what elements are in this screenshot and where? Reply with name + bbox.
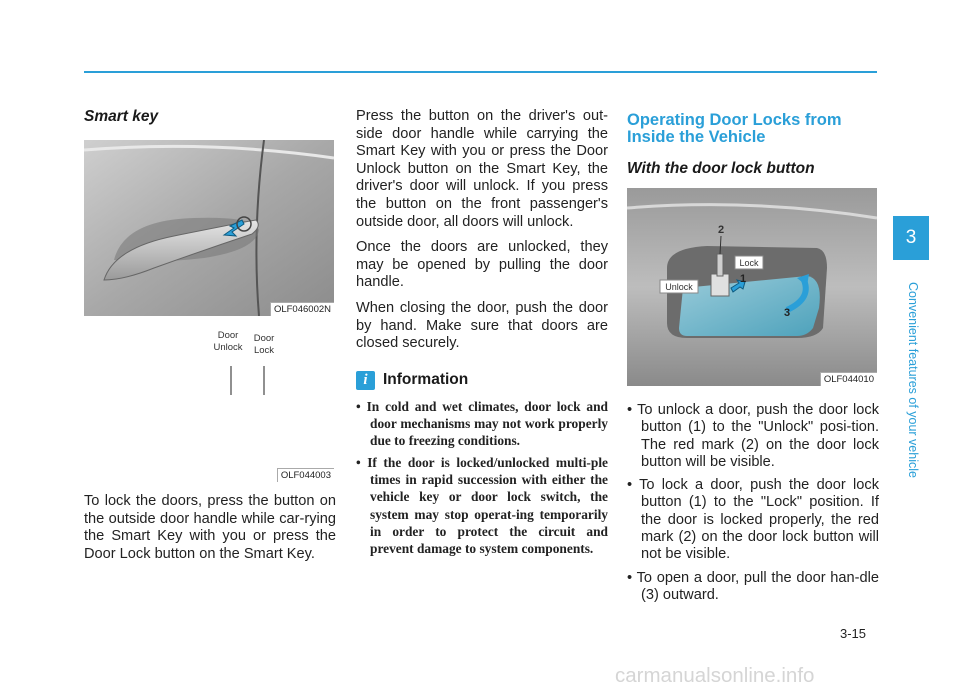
callout-3: 3	[783, 307, 791, 319]
door-unlock-label-line2: Unlock	[213, 342, 243, 353]
door-handle-illustration	[84, 140, 334, 316]
watermark: carmanualsonline.info	[615, 664, 815, 687]
info-icon: i	[356, 371, 375, 390]
list-item: • To lock a door, push the door lock button (1) to the "Lock" position. If the door is locked properly, the red mark (2) on the door lock button will not be visible.	[627, 477, 879, 563]
unlock-label: Unlock	[665, 282, 693, 292]
list-item: • To open a door, pull the door han-dle (3) outward.	[627, 569, 879, 603]
smart-key-heading: Smart key	[84, 108, 159, 125]
door-handle-photo	[84, 140, 334, 316]
figure-code: OLF044010	[820, 372, 877, 386]
information-header	[356, 371, 608, 390]
door-lock-label-line1: Door	[253, 333, 275, 344]
door-lock-bullets	[627, 402, 879, 604]
door-lock-label-line2: Lock	[253, 345, 275, 356]
chapter-label: Convenient features of your vehicle	[906, 282, 920, 478]
lock-label: Lock	[739, 258, 759, 268]
door-unlock-label-line1: Door	[217, 330, 239, 341]
chapter-tab: 3	[893, 216, 929, 260]
top-rule	[84, 71, 877, 73]
smart-key-illustration	[84, 316, 334, 482]
list-item: • In cold and wet climates, door lock and door mechanisms may not work properly due to freezing conditions.	[356, 398, 608, 449]
unlock-paragraph: Press the button on the driver's out-side door handle while carrying the Smart Key with you or press the Door Unlock button on the Smart Key, the driver's door will unlock. If you press the button on the front passenger's outside door, all doors will unlock.	[356, 108, 608, 230]
list-item: • If the door is locked/unlocked multi-ple times in rapid succession with either the vehicle key or door lock switch, the system may stop operat-ing temporarily in order to protect the circuit and prevent damage to system components.	[356, 454, 608, 557]
callout-1: 1	[739, 273, 747, 285]
inside-door-illustration	[627, 188, 877, 386]
door-lock-button-subheading: With the door lock button	[627, 160, 815, 177]
information-title: Information	[383, 371, 469, 389]
smart-key-photo	[84, 316, 334, 482]
page-number: 3-15	[840, 626, 867, 641]
inside-door-photo	[627, 188, 877, 386]
callout-2: 2	[717, 224, 725, 236]
column-smart-key	[84, 108, 336, 571]
open-paragraph: Once the doors are unlocked, they may be opened by pulling the door handle.	[356, 239, 608, 291]
column-unlock	[356, 108, 608, 561]
information-list	[356, 398, 608, 558]
figure-code: OLF046002N	[270, 302, 334, 316]
close-paragraph: When closing the door, push the door by hand. Make sure that doors are closed securely.	[356, 299, 608, 352]
column-inside-locks	[627, 108, 879, 610]
inside-locks-heading: Operating Door Locks from Inside the Vehicle	[627, 111, 842, 146]
figure-code: OLF044003	[277, 468, 334, 482]
list-item: • To unlock a door, push the door lock button (1) to the "Unlock" posi-tion. The red mark (2) on the door lock button will be visible.	[627, 402, 879, 470]
lock-instruction: To lock the doors, press the button on the outside door handle while car-rying the Smart Key with you or press the Door Lock button on the Smart Key.	[84, 493, 336, 562]
